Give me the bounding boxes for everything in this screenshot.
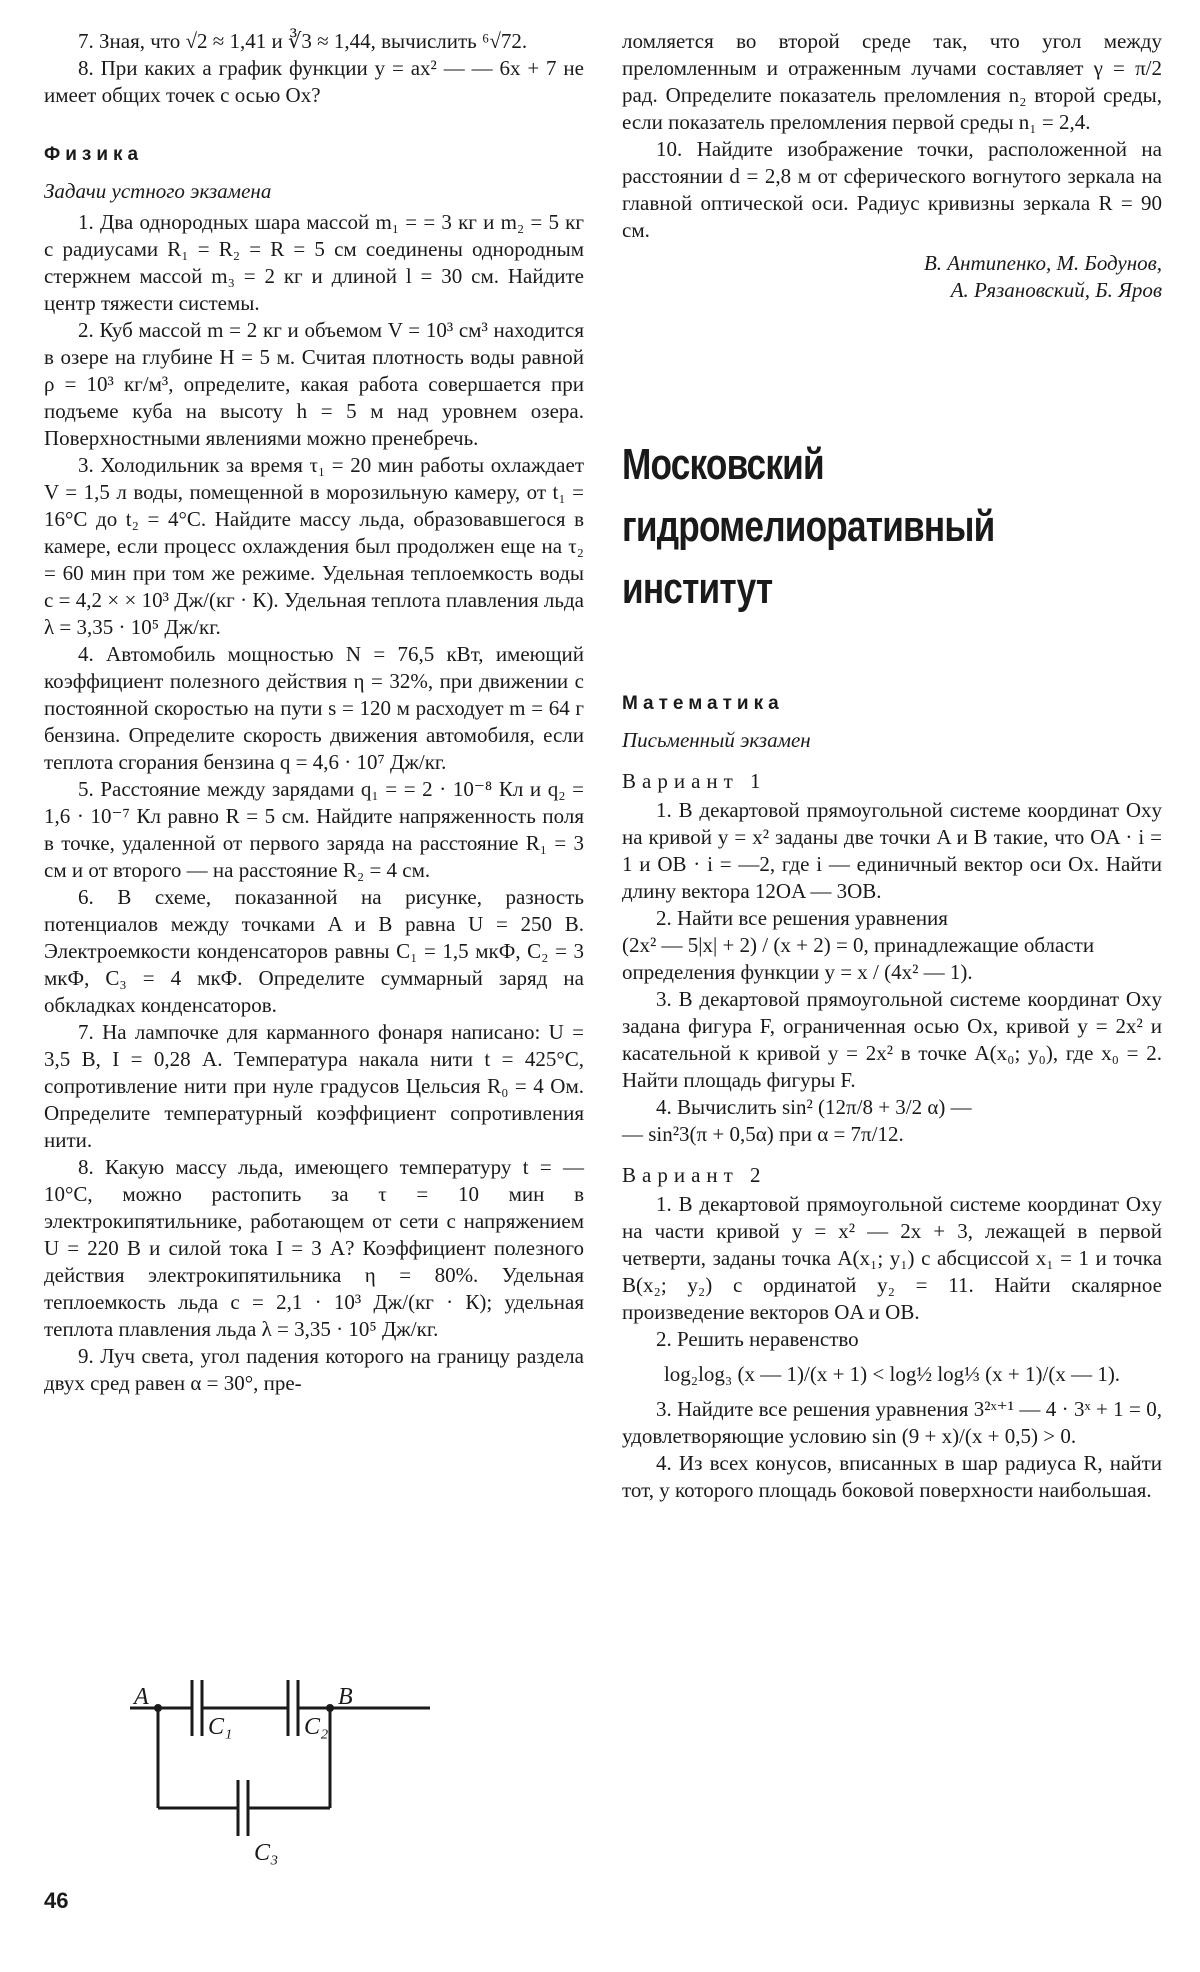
label-a: A xyxy=(134,1684,149,1710)
v2-problem-3: 3. Найдите все решения уравнения 3²ˣ⁺¹ — 4 · 3ˣ + 1 = 0, удовлетворяющие условию sin (9 + x)/(x + 0,5) > 0. xyxy=(622,1397,1162,1448)
v1-problem-1: 1. В декартовой прямоугольной системе координат Oxy на кривой y = x² заданы две точки A и B такие, что OA · i = 1 и OB · i = —2, где i — единичный вектор оси Ox. Найти длину вектора 12OA — 3OB. xyxy=(622,798,1162,903)
physics-subheading: Задачи устного экзамена xyxy=(44,179,272,203)
physics-problem-8: 8. Какую массу льда, имеющего температуру t = —10°C, можно растопить за τ = 10 мин в электрокипятильнике, работающем от сети с напряжением U = 220 В и силой тока I = 3 А? Коэффициент полезного действия электрокипятильника η = 80%. Удельная теплоемкость льда c = 2,1 · 10³ Дж/(кг · К); удельная теплота плавления льда λ = 3,35 · 10⁵ Дж/кг. xyxy=(44,1155,584,1341)
physics-heading: Физика xyxy=(44,144,144,165)
math-subheading: Письменный экзамен xyxy=(622,728,811,752)
v1-problem-2-domain: определения функции y = x / (4x² — 1). xyxy=(622,960,973,984)
label-b: B xyxy=(338,1684,353,1710)
institute-title-line-3: институт xyxy=(622,564,773,613)
math-heading: Математика xyxy=(622,693,784,714)
physics-problem-4: 4. Автомобиль мощностью N = 76,5 кВт, имеющий коэффициент полезного действия η = 32%, при движении с постоянной скоростью на пути s = 120 м расходует m = 64 г бензина. Определите скорость движения автомобиля, если теплота сгорания бензина q = 4,6 · 10⁷ Дж/кг. xyxy=(44,642,584,774)
physics-problem-6: 6. В схеме, показанной на рисунке, разность потенциалов между точками A и B равна U = 250 В. Электроемкости конденсаторов равны C₁ = 1,5 мкФ, C₂ = 3 мкФ, C₃ = 4 мкФ. Определите суммарный заряд на обкладках конденсаторов. xyxy=(44,885,584,1017)
v2-problem-4: 4. Из всех конусов, вписанных в шар радиуса R, найти тот, у которого площадь боковой поверхности наибольшая. xyxy=(622,1451,1162,1502)
authors-line-1: В. Антипенко, М. Бодунов, xyxy=(923,251,1162,275)
physics-problem-3: 3. Холодильник за время τ₁ = 20 мин работы охлаждает V = 1,5 л воды, помещенной в морозильную камеру, от t₁ = 16°C до t₂ = 4°C. Найдите массу льда, образовавшегося в камере, если процесс охлаждения был продолжен еще на τ₂ = 60 мин при том же режиме. Удельная теплоемкость воды c = 4,2 × × 10³ Дж/(кг · К). Удельная теплота плавления льда λ = 3,35 · 10⁵ Дж/кг. xyxy=(44,453,584,639)
label-c2: C₂ xyxy=(304,1714,329,1740)
v1-problem-2: 2. Найти все решения уравнения xyxy=(656,906,948,930)
right-column xyxy=(622,28,1162,1504)
variant-2-label: Вариант 2 xyxy=(622,1163,767,1187)
v2-problem-2: 2. Решить неравенство xyxy=(656,1327,859,1351)
authors xyxy=(622,250,1162,304)
physics-problem-2: 2. Куб массой m = 2 кг и объемом V = 10³ см³ находится в озере на глубине H = 5 м. Считая плотность воды равной ρ = 10³ кг/м³, определите, какая работа совершается при подъеме куба на высоту h = 5 м над уровнем озера. Поверхностными явлениями можно пренебречь. xyxy=(44,318,584,450)
v2-problem-1: 1. В декартовой прямоугольной системе координат Oxy на части кривой y = x² — 2x + 3, лежащей в первой четверти, заданы точка A(x₁; y₁) с абсциссой x₁ = 1 и точка B(x₂; y₂) с ординатой y₂ = 11. Найти скалярное произведение векторов OA и OB. xyxy=(622,1192,1162,1324)
physics-problem-9-continued: ломляется во второй среде так, что угол между преломленным и отраженным лучами составляет γ = π/2 рад. Определите показатель преломления n₂ второй среды, если показатель преломления первой среды n₁ = 2,4. xyxy=(622,29,1162,134)
physics-problem-1: 1. Два однородных шара массой m₁ = = 3 кг и m₂ = 5 кг с радиусами R₁ = R₂ = R = 5 см соединены однородным стержнем массой m₃ = 2 кг и длиной l = 30 см. Найдите центр тяжести системы. xyxy=(44,210,584,315)
v1-problem-3: 3. В декартовой прямоугольной системе координат Oxy задана фигура F, ограниченная осью Ox, кривой y = 2x² и касательной к кривой y = 2x² в точке A(x₀; y₀), где x₀ = 2. Найти площадь фигуры F. xyxy=(622,987,1162,1092)
variant-1-label: Вариант 1 xyxy=(622,769,767,793)
circuit-diagram xyxy=(130,1660,460,1870)
authors-line-2: А. Рязановский, Б. Яров xyxy=(950,278,1162,302)
page-number: 46 xyxy=(44,1888,69,1913)
institute-title xyxy=(622,434,1166,620)
math-problem-8: 8. При каких a график функции y = ax² — — 6x + 7 не имеет общих точек с осью Ox? xyxy=(44,56,584,107)
physics-problem-10: 10. Найдите изображение точки, расположенной на расстоянии d = 2,8 м от сферического вогнутого зеркала на главной оптической оси. Радиус кривизны зеркала R = 90 см. xyxy=(622,137,1162,242)
node-b xyxy=(326,1704,334,1712)
physics-problem-9: 9. Луч света, угол падения которого на границу раздела двух сред равен α = 30°, пре- xyxy=(44,1344,584,1395)
label-c1: C₁ xyxy=(208,1714,233,1740)
v1-problem-4: 4. Вычислить sin² (12π/8 + 3/2 α) — xyxy=(656,1095,972,1119)
v2-problem-2-inequality: log₂log₃ (x — 1)/(x + 1) < log½ log⅓ (x + 1)/(x — 1). xyxy=(663,1362,1121,1386)
math-problem-7: 7. Зная, что √2 ≈ 1,41 и ∛3 ≈ 1,44, вычислить ⁶√72. xyxy=(78,29,528,53)
physics-problem-7: 7. На лампочке для карманного фонаря написано: U = 3,5 В, I = 0,28 А. Температура накала нити t = 425°C, сопротивление нити при нуле градусов Цельсия R₀ = 4 Ом. Определите температурный коэффициент сопротивления нити. xyxy=(44,1020,584,1152)
label-c3: C₃ xyxy=(254,1840,279,1866)
node-a xyxy=(154,1704,162,1712)
left-column xyxy=(44,28,584,1397)
institute-title-line-1: Московский xyxy=(622,440,824,489)
physics-problem-5: 5. Расстояние между зарядами q₁ = = 2 · 10⁻⁸ Кл и q₂ = 1,6 · 10⁻⁷ Кл равно R = 5 см. Найдите напряженность поля в точке, удаленной от первого заряда на расстояние R₁ = 3 см и от второго — на расстояние R₂ = 4 см. xyxy=(44,777,584,882)
v1-problem-2-equation: (2x² — 5|x| + 2) / (x + 2) = 0, принадлежащие области xyxy=(622,933,1095,957)
institute-title-line-2: гидромелиоративный xyxy=(622,502,995,551)
v1-problem-4-cont: — sin²3(π + 0,5α) при α = 7π/12. xyxy=(622,1122,904,1146)
